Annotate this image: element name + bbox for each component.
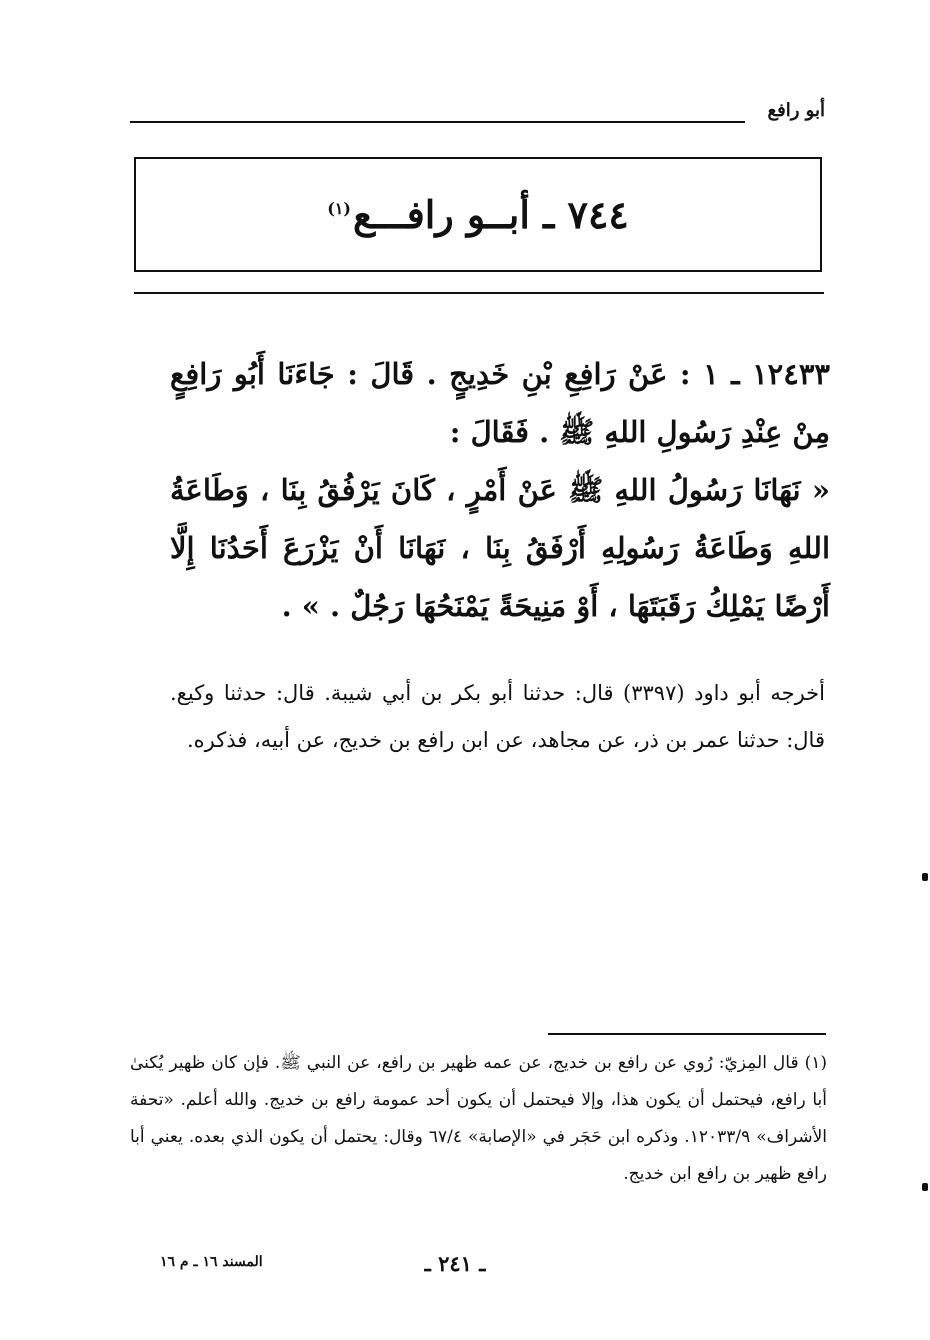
chapter-footnote-ref: (١)	[327, 199, 351, 219]
hadith-matn: « نَهَانَا رَسُولُ اللهِ ﷺ عَنْ أَمْرٍ ، كَانَ يَرْفُقُ بِنَا ، وَطَاعَةُ اللهِ وَطَاعَةُ رَسُولِهِ أَرْفَقُ بِنَا ، نَهَانَا أَنْ يَزْرَعَ أَحَدُنَا إِلَّا أَرْضًا يَمْلِكُ رَقَبَتَهَا ، أَوْ مَنِيحَةً يَمْنَحُهَا رَجُلٌ . » .	[170, 473, 830, 623]
page-number: ـ ٢٤١ ـ	[424, 1251, 486, 1276]
binding-mark	[922, 1183, 928, 1191]
hadith-text	[170, 345, 830, 635]
footnote-rule	[548, 1033, 826, 1035]
chapter-title	[327, 192, 629, 237]
takhrij-text: أخرجه أبو داود (٣٣٩٧) قال: حدثنا أبو بكر بن أبي شيبة. قال: حدثنا وكيع. قال: حدثنا عمر بن ذر، عن مجاهد، عن ابن رافع بن خديج، عن أبيه، فذكره.	[170, 681, 825, 752]
binding-mark	[922, 873, 928, 881]
footnote: (١) قال المِزيّ: رُوي عن رافع بن خديج، عن عمه ظهير بن رافع، عن النبي ﷺ. فإن كان ظهير يُكنىٰ أبا رافع، فيحتمل أن يكون هذا، وإلا فيحتمل أن يكون أحد عمومة رافع بن خديج. والله أعلم. «تحفة الأشراف» ١٢٠٣٣/٩. وذكره ابن حَجَر في «الإصابة» ٦٧/٤ وقال: يحتمل أن يكون الذي بعده. يعني أبا رافع ظهير بن رافع ابن خديج.	[130, 1053, 827, 1184]
chapter-title-text: ٧٤٤ ـ أبــو رافـــع	[352, 192, 629, 237]
chapter-rule	[134, 292, 824, 294]
signature-mark: المسند ١٦ ـ م ١٦	[160, 1254, 263, 1270]
running-header	[130, 100, 825, 130]
hadith-isnad: ١٢٤٣٣ ـ ١ : عَنْ رَافِعِ بْنِ خَدِيجٍ . قَالَ : جَاءَنَا أَبُو رَافِعٍ مِنْ عِنْدِ رَسُولِ اللهِ ﷺ . فَقَالَ :	[170, 357, 830, 449]
running-header-title: أبو رافع	[767, 100, 825, 121]
chapter-title-box	[134, 157, 822, 272]
header-rule	[130, 121, 745, 123]
